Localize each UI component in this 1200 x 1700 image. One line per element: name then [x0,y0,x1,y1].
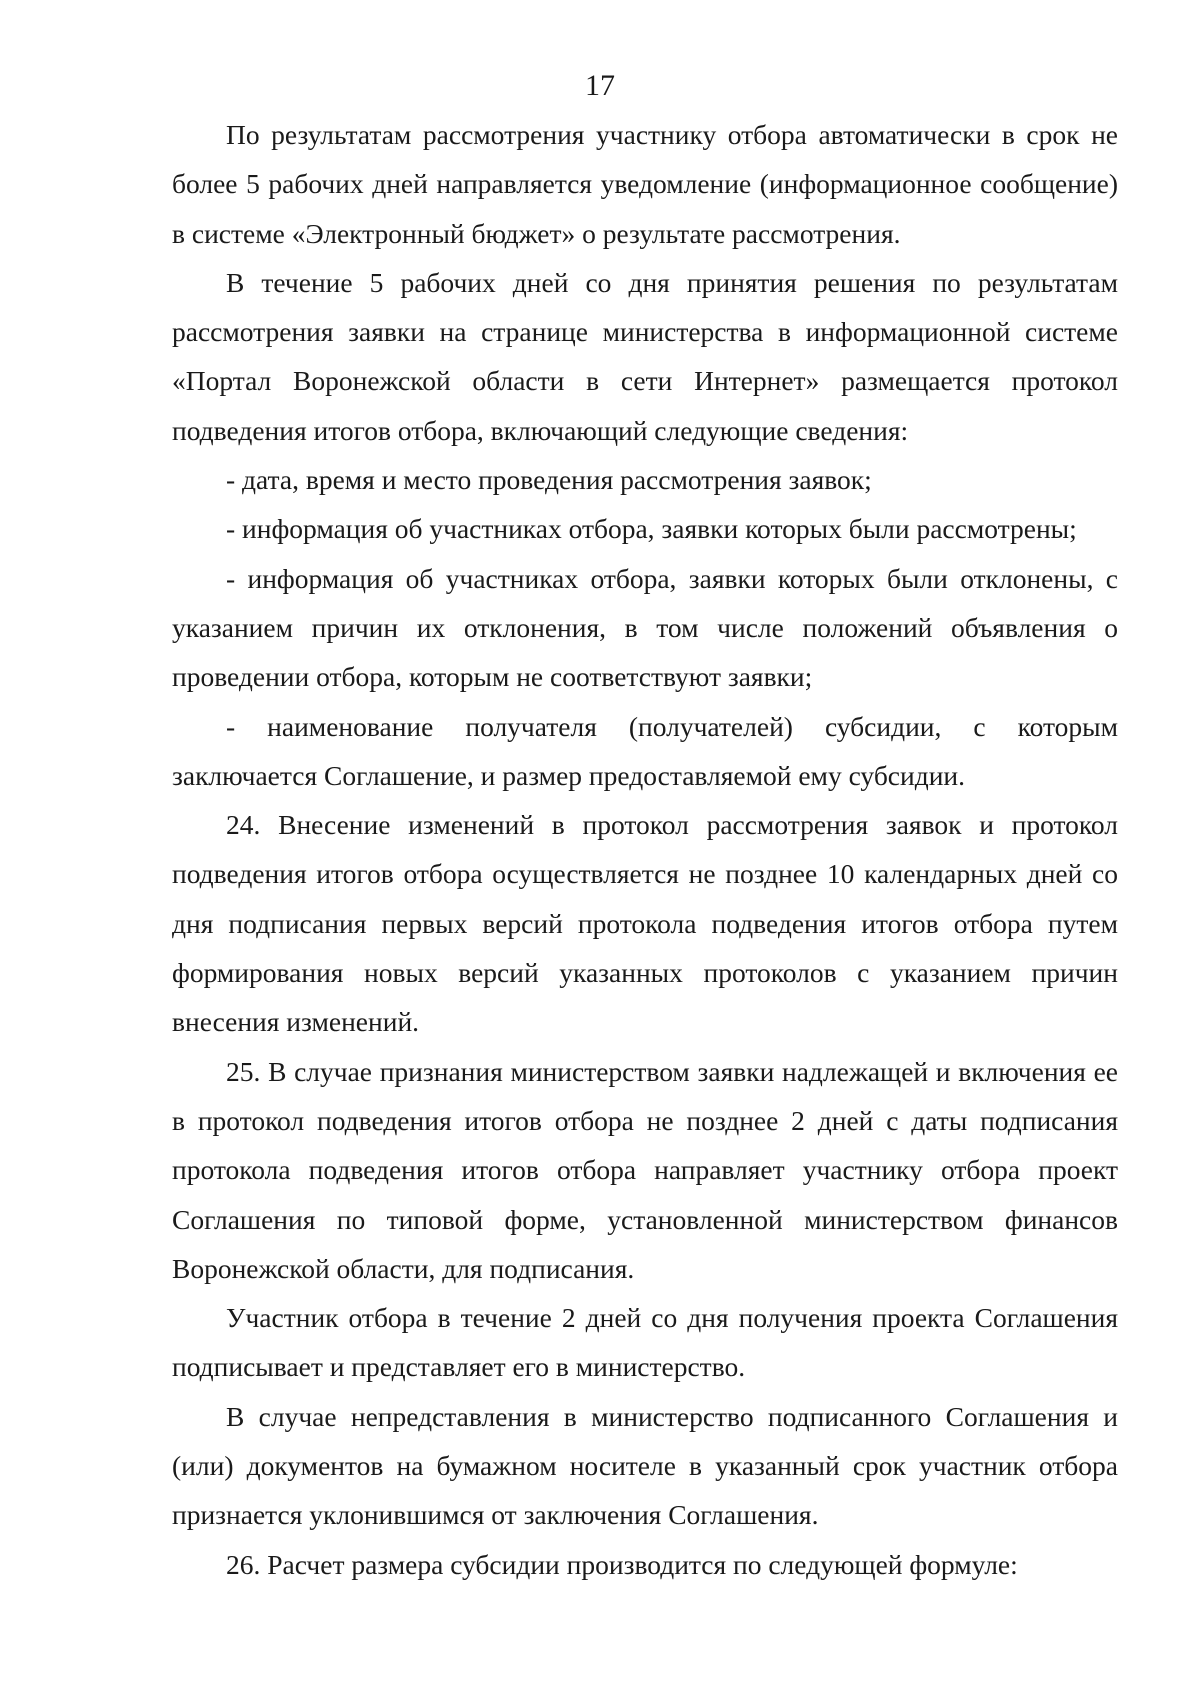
paragraph-clause-25: 25. В случае признания министерством заявки надлежащей и включения ее в протокол подведения итогов отбора не позднее 2 дней с даты подписания протокола подведения итогов отбора направляет участнику отбора проект Соглашения по типовой форме, установленной министерством финансов Воронежской области, для подписания. [172,1055,1118,1284]
paragraph-clause-24: 24. Внесение изменений в протокол рассмотрения заявок и протокол подведения итогов отбора осуществляется не позднее 10 календарных дней со дня подписания первых версий протокола подведения итогов отбора путем формирования новых версий указанных протоколов с указанием причин внесения изменений. [172,809,1118,1038]
list-item-date-time-place: - дата, время и место проведения рассмотрения заявок; [226,464,872,496]
paragraph-participant-signing: Участник отбора в течение 2 дней со дня получения проекта Соглашения подписывает и представляет его в министерство. [172,1302,1118,1383]
page-number: 17 [585,69,615,102]
paragraph-non-submission: В случае непредставления в министерство подписанного Соглашения и (или) документов на бумажном носителе в указанный срок участник отбора признается уклонившимся от заключения Соглашения. [172,1400,1118,1531]
paragraph-clause-26: 26. Расчет размера субсидии производится по следующей формуле: [226,1548,1018,1580]
list-item-reviewed-participants: - информация об участниках отбора, заявки которых были рассмотрены; [226,513,1077,545]
document-body [172,110,1118,1589]
paragraph-protocol-publication: В течение 5 рабочих дней со дня принятия решения по результатам рассмотрения заявки на странице министерства в информационной системе «Портал Воронежской области в сети Интернет» размещается протокол подведения итогов отбора, включающий следующие сведения: [172,266,1118,446]
list-item-recipient-name: - наименование получателя (получателей) субсидии, с которым заключается Соглашение, и размер предоставляемой ему субсидии. [172,710,1118,791]
paragraph-review-notification: По результатам рассмотрения участнику отбора автоматически в срок не более 5 рабочих дней направляется уведомление (информационное сообщение) в системе «Электронный бюджет» о результате рассмотрения. [172,119,1118,249]
list-item-rejected-participants: - информация об участниках отбора, заявки которых были отклонены, с указанием причин их отклонения, в том числе положений объявления о проведении отбора, которым не соответствуют заявки; [172,562,1118,693]
